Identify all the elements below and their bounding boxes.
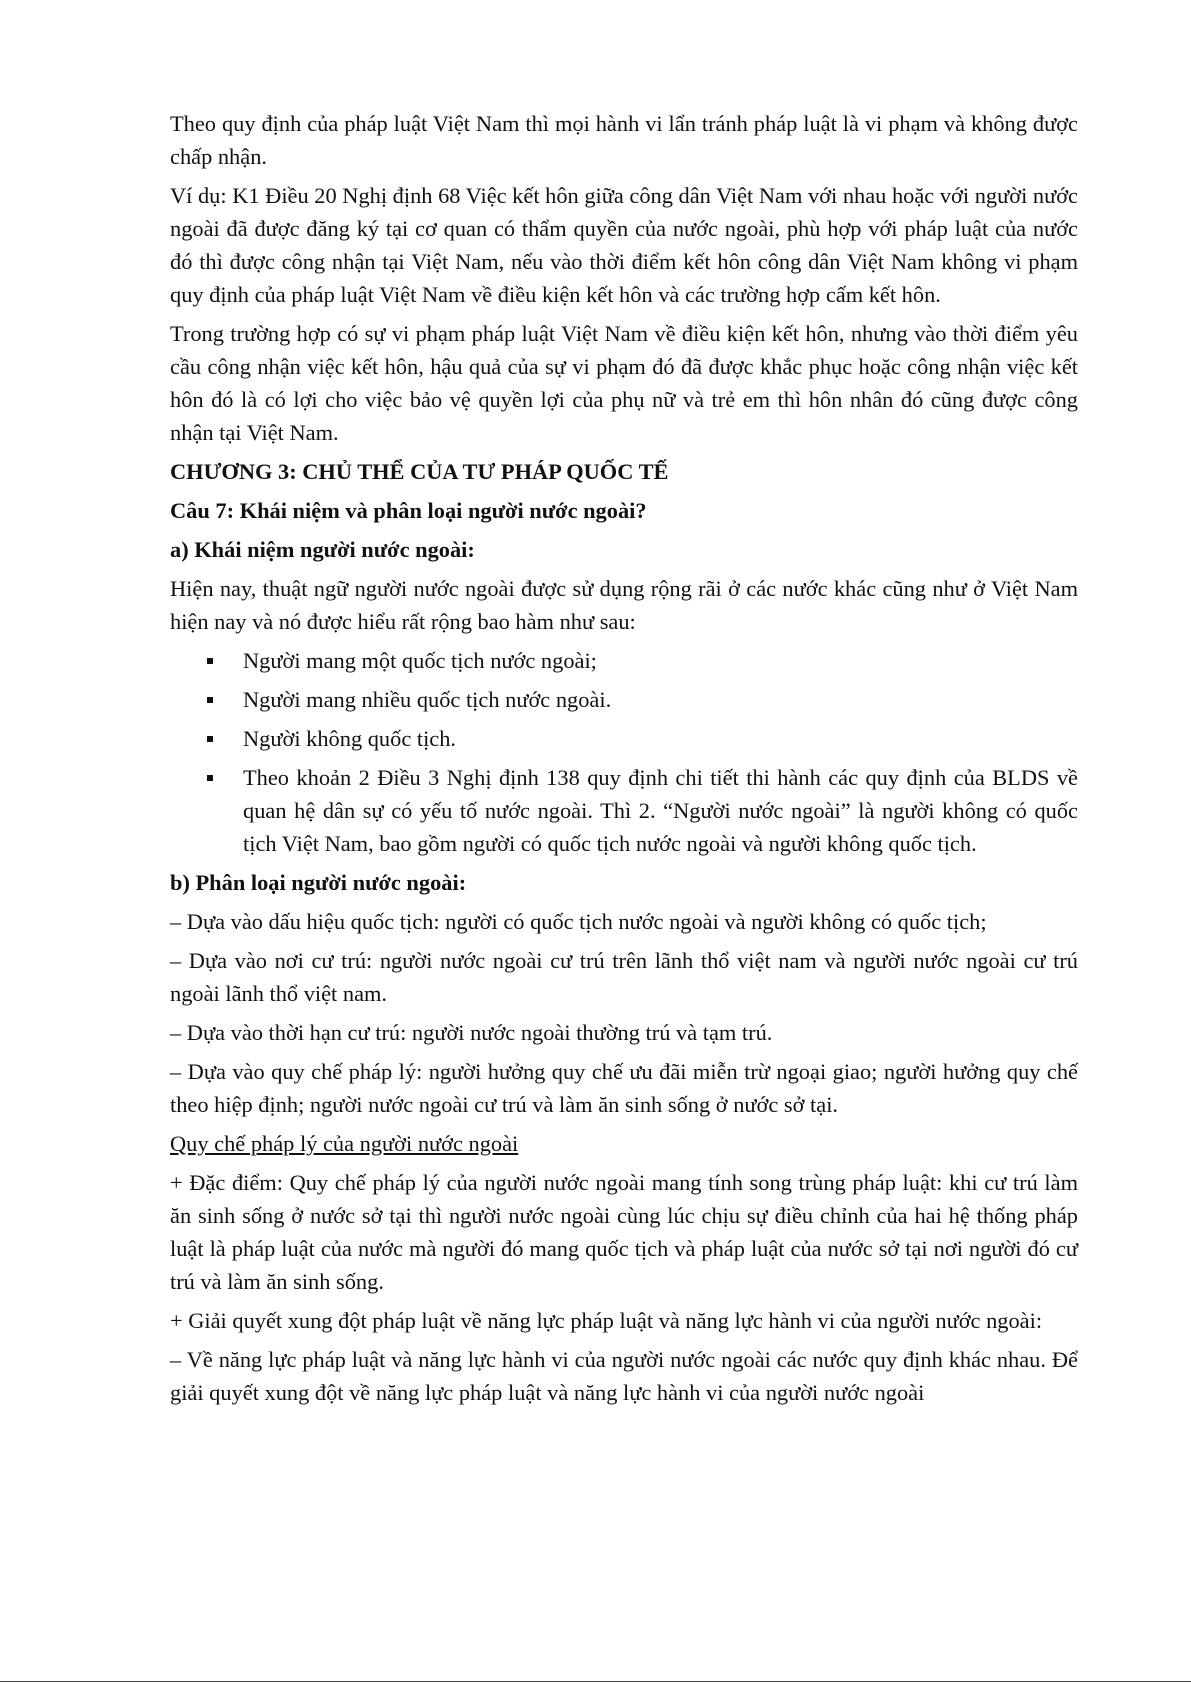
list-item-text: Người mang một quốc tịch nước ngoài;	[243, 648, 597, 673]
list-item	[170, 761, 1078, 860]
square-bullet-icon	[207, 736, 213, 742]
paragraph-violation-case: Trong trường hợp có sự vi phạm pháp luật Việt Nam về điều kiện kết hôn, nhưng vào thời điểm yêu cầu công nhận việc kết hôn, hậu quả của sự vi phạm đó đã được khắc phục hoặc công nhận việc kết hôn đó là có lợi cho việc bảo vệ quyền lợi của phụ nữ và trẻ em thì hôn nhân đó cũng được công nhận tại Việt Nam.	[170, 321, 1078, 445]
classification-duration: – Dựa vào thời hạn cư trú: người nước ngoài thường trú và tạm trú.	[170, 1020, 773, 1045]
section-a-title: a) Khái niệm người nước ngoài:	[170, 537, 475, 562]
section-a-intro: Hiện nay, thuật ngữ người nước ngoài được sử dụng rộng rãi ở các nước khác cũng như ở Việt Nam hiện nay và nó được hiểu rất rộng bao hàm như sau:	[170, 576, 1078, 634]
classification-nationality: – Dựa vào dấu hiệu quốc tịch: người có quốc tịch nước ngoài và người không có quốc tịch;	[170, 909, 987, 934]
page-bottom-divider	[0, 1681, 1191, 1682]
square-bullet-icon	[207, 658, 213, 664]
foreigner-definition-list	[170, 644, 1078, 860]
document-page	[170, 107, 1078, 1415]
paragraph-evasion-rule: Theo quy định của pháp luật Việt Nam thì mọi hành vi lẩn tránh pháp luật là vi phạm và không được chấp nhận.	[170, 111, 1078, 169]
chapter-title: CHƯƠNG 3: CHỦ THỂ CỦA TƯ PHÁP QUỐC TẾ	[170, 459, 669, 484]
list-item-text: Theo khoản 2 Điều 3 Nghị định 138 quy định chi tiết thi hành các quy định của BLDS về quan hệ dân sự có yếu tố nước ngoài. Thì 2. “Người nước ngoài” là người không có quốc tịch Việt Nam, bao gồm người có quốc tịch nước ngoài và người không quốc tịch.	[243, 765, 1078, 856]
square-bullet-icon	[207, 697, 213, 703]
legal-status-characteristics: + Đặc điểm: Quy chế pháp lý của người nước ngoài mang tính song trùng pháp luật: khi cư trú làm ăn sinh sống ở nước sở tại thì người nước ngoài cùng lúc chịu sự điều chỉnh của hai hệ thống pháp luật là pháp luật của nước mà người đó mang quốc tịch và pháp luật của nước sở tại nơi người đó cư trú và làm ăn sinh sống.	[170, 1170, 1078, 1294]
section-b-title: b) Phân loại người nước ngoài:	[170, 870, 467, 895]
classification-residence: – Dựa vào nơi cư trú: người nước ngoài cư trú trên lãnh thổ việt nam và người nước ngoài cư trú ngoài lãnh thổ việt nam.	[170, 948, 1078, 1006]
list-item	[170, 644, 1078, 677]
paragraph-example: Ví dụ: K1 Điều 20 Nghị định 68 Việc kết hôn giữa công dân Việt Nam với nhau hoặc với người nước ngoài đã được đăng ký tại cơ quan có thẩm quyền của nước ngoài, phù hợp với pháp luật của nước đó thì được công nhận tại Việt Nam, nếu vào thời điểm kết hôn công dân Việt Nam không vi phạm quy định của pháp luật Việt Nam về điều kiện kết hôn và các trường hợp cấm kết hôn.	[170, 183, 1078, 307]
legal-status-capacity: – Về năng lực pháp luật và năng lực hành vi của người nước ngoài các nước quy định khác nhau. Để giải quyết xung đột về năng lực pháp luật và năng lực hành vi của người nước ngoài	[170, 1347, 1078, 1405]
list-item-text: Người không quốc tịch.	[243, 726, 457, 751]
list-item	[170, 722, 1078, 755]
question-title: Câu 7: Khái niệm và phân loại người nước ngoài?	[170, 498, 647, 523]
classification-legal-status: – Dựa vào quy chế pháp lý: người hưởng quy chế ưu đãi miễn trừ ngoại giao; người hưởng quy chế theo hiệp định; người nước ngoài cư trú và làm ăn sinh sống ở nước sở tại.	[170, 1059, 1078, 1117]
legal-status-conflict-resolution: + Giải quyết xung đột pháp luật về năng lực pháp luật và năng lực hành vi của người nước ngoài:	[170, 1308, 1043, 1333]
list-item-text: Người mang nhiều quốc tịch nước ngoài.	[243, 687, 612, 712]
list-item	[170, 683, 1078, 716]
square-bullet-icon	[207, 775, 213, 781]
legal-status-title: Quy chế pháp lý của người nước ngoài	[170, 1131, 519, 1156]
